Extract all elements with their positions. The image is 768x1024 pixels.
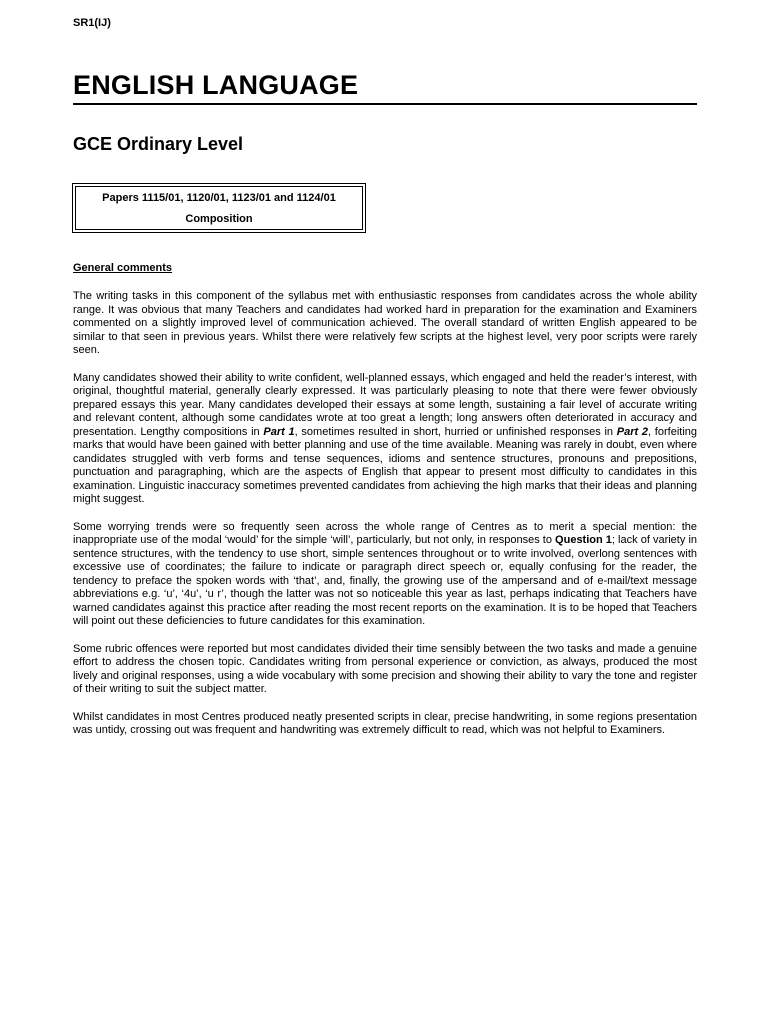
section-body	[73, 290, 697, 752]
title-rule	[73, 103, 697, 105]
paper-info-box	[72, 183, 366, 233]
paper-component: Composition	[185, 213, 253, 225]
question-1-ref: Question 1	[555, 534, 612, 546]
paragraph-1: The writing tasks in this component of the syllabus met with enthusiastic responses from candidates across the whole ability range. It was obvious that many Teachers and candidates had worked hard in preparation for the examination and Examiners commented on a slightly improved level of communication achieved. The overall standard of written English appeared to be similar to that seen in previous years. Whilst there were relatively few scripts at the highest level, very poor scripts were rarely seen.	[73, 290, 697, 356]
section-heading: General comments	[73, 262, 173, 274]
paragraph-2-text-c: , forfeiting marks that would have been gained with better planning and use of the time available. Meaning was rarely in doubt, even where candidates struggled with verb forms and tense sequences, idioms and sentence structures, pronouns and prepositions, punctuation and paragraphing, which are the aspects of English that appear to present most difficulty to candidates in this examination. Linguistic inaccuracy sometimes prevented candidates from achieving the high marks that their ideas and planning might suggest.	[73, 425, 697, 505]
document-code: SR1(IJ)	[73, 17, 111, 29]
paper-info-inner	[75, 186, 363, 230]
part-1-ref: Part 1	[263, 425, 295, 438]
paragraph-2-text-b: , sometimes resulted in short, hurried or unfinished responses in	[294, 425, 617, 438]
paragraph-3-text-a: Some worrying trends were so frequently seen across the whole range of Centres as to merit a special mention: the inappropriate use of the modal ‘would’ for the simple ‘will’, particularly, but not only, in responses to	[73, 520, 697, 546]
paragraph-4: Some rubric offences were reported but most candidates divided their time sensibly between the two tasks and made a genuine effort to address the chosen topic. Candidates writing from personal experience or conviction, as always, produced the most lively and original responses, using a wide vocabulary with some precision and showing their ability to vary the tone and register of their writing to suit the subject matter.	[73, 642, 697, 695]
part-2-ref: Part 2	[616, 425, 649, 438]
paragraph-5: Whilst candidates in most Centres produced neatly presented scripts in clear, precise handwriting, in some regions presentation was untidy, crossing out was frequent and handwriting was extremely difficult to read, which was not helpful to Examiners.	[73, 710, 697, 736]
paragraph-2	[73, 372, 697, 507]
paragraph-3-text-b: ; lack of variety in sentence structures, with the tendency to use short, simple sentences throughout or to write involved, overlong sentences with excessive use of coordinates; the failure to indicate or paragraph direct speech or, equally confusing for the reader, the tendency to preface the spoken words with ‘that’, and, finally, the growing use of the ampersand and of e-mail/text message abbreviations e.g. ‘u’, ‘4u’, ‘u r’, though the latter was not so noticeable this year as last, perhaps indicating that Teachers have warned candidates against this practice after reading the most recent reports on the examination. It is to be hoped that Teachers will point out these deficiencies to future candidates for this examination.	[73, 534, 698, 627]
paragraph-2-text-a: Many candidates showed their ability to write confident, well-planned essays, which engaged and held the reader’s interest, with original, thoughtful material, generally clearly expressed. It was particularly pleasing to note that there were fewer obviously prepared essays this year. Many candidates developed their essays at some length, sustaining a fair level of accurate writing and relevant content, although some candidates wrote at too great a length; long answers often deteriorated in accuracy and presentation. Lengthy compositions in	[73, 371, 697, 438]
paper-numbers: Papers 1115/01, 1120/01, 1123/01 and 1124/01	[102, 192, 336, 204]
paragraph-3	[73, 521, 697, 629]
document-title: ENGLISH LANGUAGE	[73, 70, 359, 100]
document-subtitle: GCE Ordinary Level	[73, 134, 244, 154]
